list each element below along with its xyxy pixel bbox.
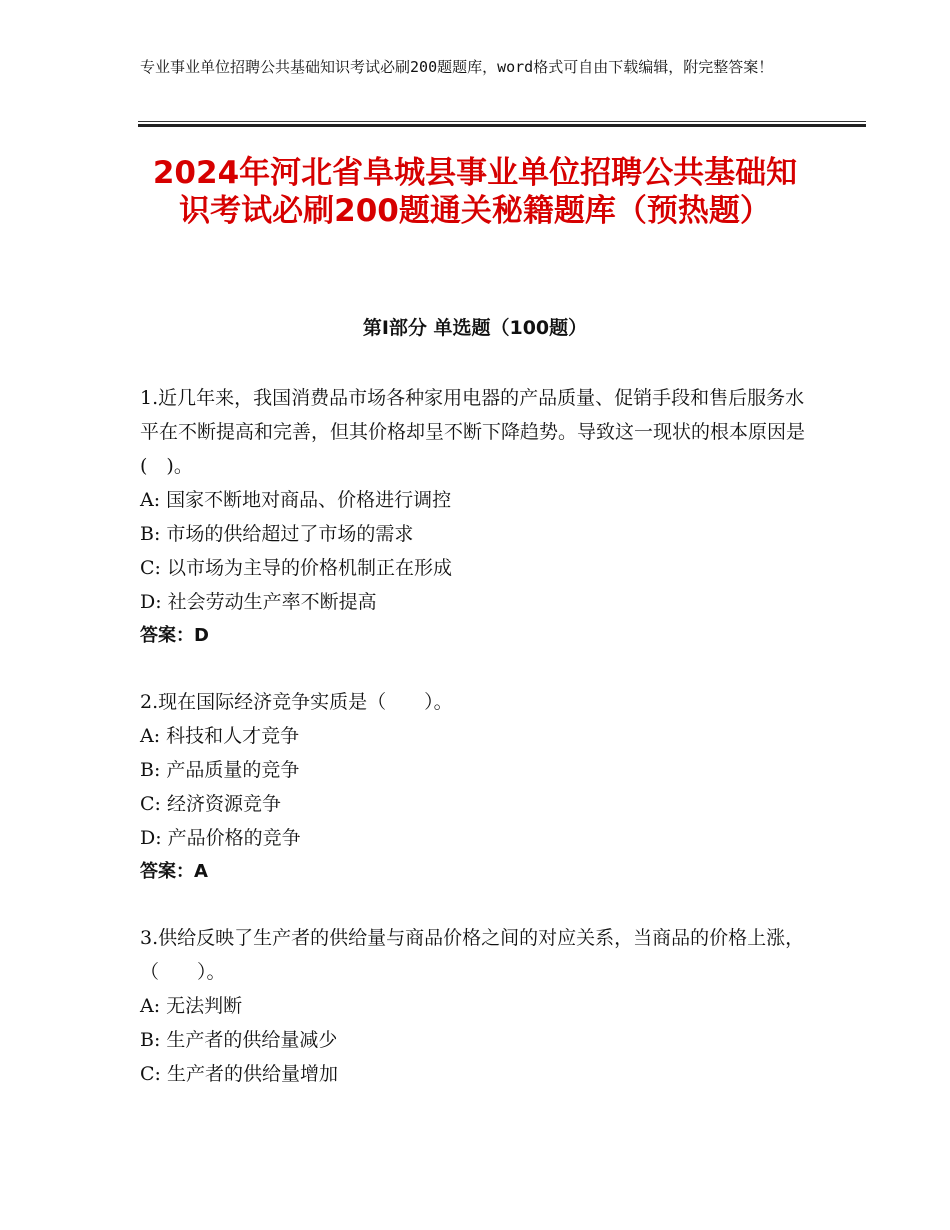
answer: 答案：A xyxy=(140,861,208,882)
question-stem: 2.现在国际经济竞争实质是（ ）。 xyxy=(140,691,453,713)
section-title: 第Ⅰ部分 单选题（100题） xyxy=(362,317,588,339)
question-stem: 3.供给反映了生产者的供给量与商品价格之间的对应关系，当商品的价格上涨，（ ）。 xyxy=(140,927,805,983)
header-rule-thin xyxy=(138,121,866,122)
option-a: A: 科技和人才竞争 xyxy=(140,725,300,747)
answer: 答案：D xyxy=(140,625,209,646)
question-3 xyxy=(140,921,810,1091)
option-c: C: 以市场为主导的价格机制正在形成 xyxy=(140,557,452,579)
option-a: A: 国家不断地对商品、价格进行调控 xyxy=(140,489,452,511)
question-list xyxy=(140,381,810,1123)
header-rule-thick xyxy=(138,124,866,127)
option-d: D: 产品价格的竞争 xyxy=(140,827,301,849)
document-title: 2024年河北省阜城县事业单位招聘公共基础知识考试必刷200题通关秘籍题库（预热题） xyxy=(152,155,798,229)
option-b: B: 市场的供给超过了市场的需求 xyxy=(140,523,414,545)
option-a: A: 无法判断 xyxy=(140,995,243,1017)
header-note: 专业事业单位招聘公共基础知识考试必刷200题题库，word格式可自由下载编辑，附完整答案！ xyxy=(140,58,774,76)
question-1 xyxy=(140,381,810,653)
option-b: B: 产品质量的竞争 xyxy=(140,759,300,781)
question-stem: 1.近几年来，我国消费品市场各种家用电器的产品质量、促销手段和售后服务水平在不断提高和完善，但其价格却呈不断下降趋势。导致这一现状的根本原因是( )。 xyxy=(140,387,806,477)
option-b: B: 生产者的供给量减少 xyxy=(140,1029,338,1051)
option-c: C: 生产者的供给量增加 xyxy=(140,1063,338,1085)
option-d: D: 社会劳动生产率不断提高 xyxy=(140,591,377,613)
question-2 xyxy=(140,685,810,889)
option-c: C: 经济资源竞争 xyxy=(140,793,281,815)
